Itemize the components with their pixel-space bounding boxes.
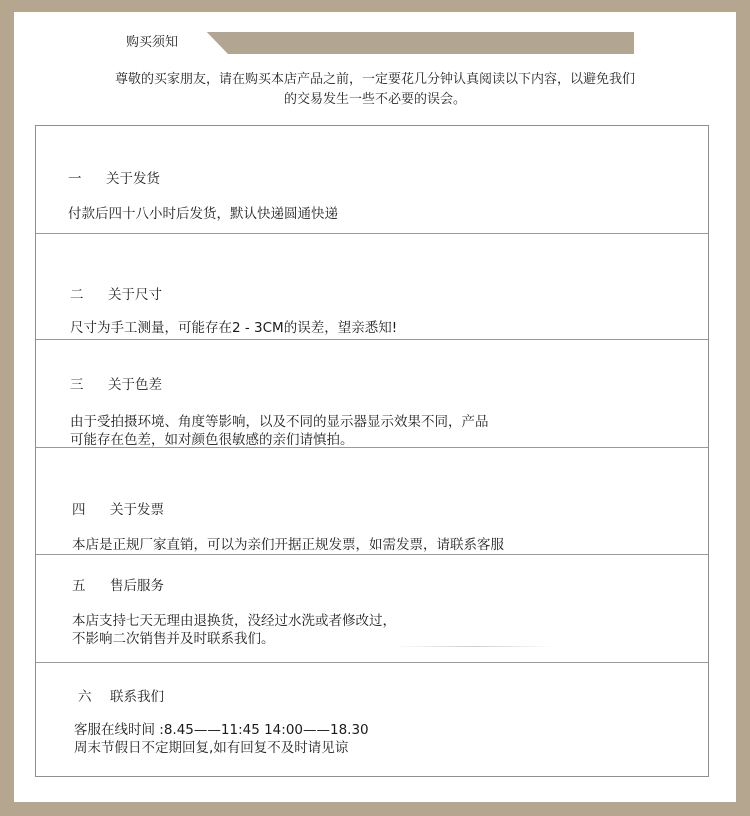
section-line: 本店支持七天无理由退换货，没经过水洗或者修改过，: [72, 613, 396, 629]
notice-box: [35, 125, 709, 777]
page-title: 购买须知: [126, 35, 179, 50]
section-heading: [78, 688, 164, 706]
section-heading: [70, 376, 162, 394]
section-line: 本店是正规厂家直销，可以为亲们开据正规发票，如需发票，请联系客服: [72, 537, 504, 553]
section-line: 不影响二次销售并及时联系我们。: [72, 631, 275, 647]
section-body: [72, 612, 396, 648]
notice-sheet: [14, 12, 736, 802]
section-invoice: [36, 448, 708, 555]
intro-line-2: 的交易发生一些不必要的误会。: [283, 92, 466, 107]
section-number: 五: [72, 578, 86, 594]
intro-line-1: 尊敬的买家朋友，请在购买本店产品之前，一定要花几分钟认真阅读以下内容，以避免我们: [114, 72, 635, 87]
section-line: 付款后四十八小时后发货，默认快递圆通快递: [68, 206, 338, 222]
intro-text: [50, 70, 700, 110]
decorative-divider: [394, 646, 554, 647]
section-title: 关于发货: [106, 171, 160, 187]
section-body: [72, 536, 504, 554]
section-title: 关于色差: [108, 377, 162, 393]
section-title: 关于发票: [110, 502, 164, 518]
section-body: [70, 319, 397, 337]
section-size: [36, 234, 708, 340]
section-heading: [70, 286, 162, 304]
section-title: 关于尺寸: [108, 287, 162, 303]
section-color: [36, 340, 708, 448]
section-title: 售后服务: [110, 578, 164, 594]
section-line: 周末节假日不定期回复,如有回复不及时请见谅: [74, 740, 349, 756]
section-title: 联系我们: [110, 689, 164, 705]
section-contact: [36, 663, 708, 776]
section-number: 四: [72, 502, 86, 518]
section-line: 可能存在色差，如对颜色很敏感的亲们请慎拍。: [70, 432, 354, 448]
section-number: 三: [70, 377, 84, 393]
section-heading: [72, 577, 164, 595]
section-number: 二: [70, 287, 84, 303]
section-body: [70, 413, 489, 449]
section-after-sales: [36, 555, 708, 663]
section-heading: [72, 501, 164, 519]
section-body: [74, 721, 369, 757]
section-number: 一: [68, 171, 82, 187]
section-body: [68, 205, 338, 223]
section-line: 尺寸为手工测量，可能存在2 - 3CM的误差，望亲悉知!: [70, 320, 398, 336]
section-shipping: [36, 126, 708, 234]
section-line: 由于受拍摄环境、角度等影响，以及不同的显示器显示效果不同，产品: [70, 414, 489, 430]
section-line: 客服在线时间 :8.45——11:45 14:00——18.30: [74, 722, 369, 738]
section-heading: [68, 170, 160, 188]
section-number: 六: [78, 689, 92, 705]
